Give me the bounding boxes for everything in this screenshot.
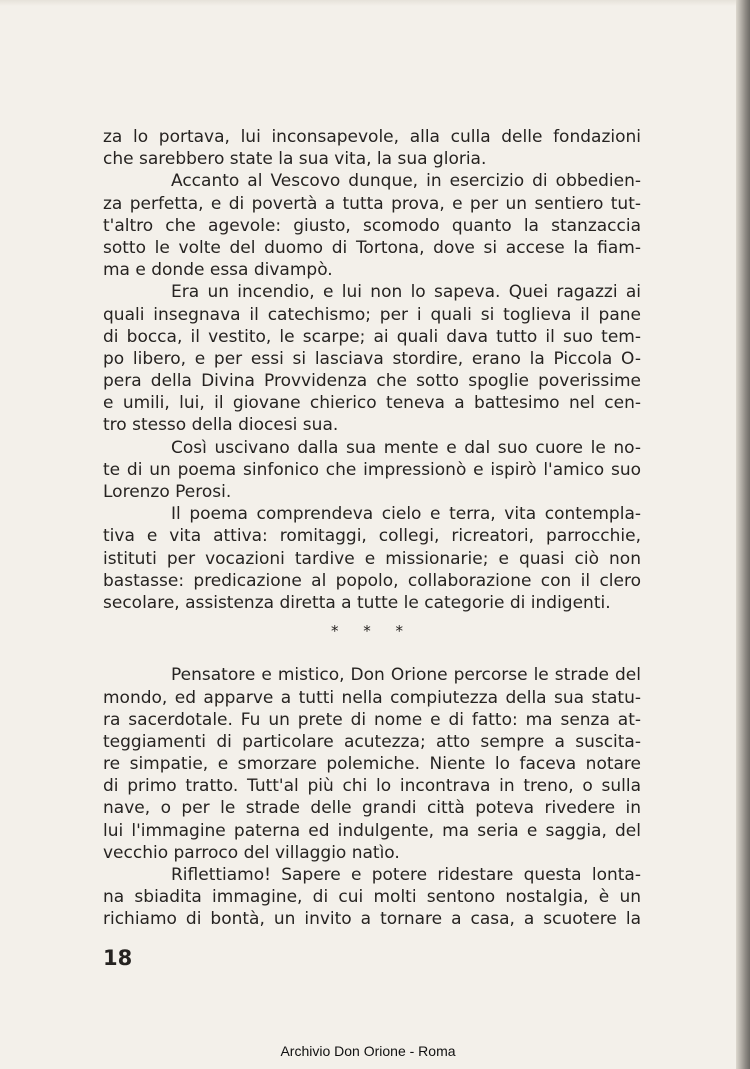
text-line: richiamo di bontà, un invito a tornare a casa, a scuotere la — [103, 909, 641, 930]
text-line: tiva e vita attiva: romitaggi, collegi, ricreatori, parrocchie, — [103, 526, 641, 547]
text-line: di primo tratto. Tutt'al più chi lo incontrava in treno, o sulla — [103, 776, 641, 797]
text-line: Così uscivano dalla sua mente e dal suo cuore le no- — [171, 437, 641, 458]
text-line: istituti per vocazioni tardive e missionarie; e quasi ciò non — [103, 548, 641, 569]
text-line: bastasse: predicazione al popolo, collaborazione con il clero — [103, 570, 641, 591]
text-line: secolare, assistenza diretta a tutte le categorie di indigenti. — [103, 592, 611, 613]
page-right-edge — [736, 0, 750, 1069]
section-separator: * * * — [330, 622, 414, 641]
text-line: vecchio parroco del villaggio natìo. — [103, 842, 400, 863]
text-line: za perfetta, e di povertà a tutta prova, e per un sentiero tut- — [103, 193, 641, 214]
text-line: t'altro che agevole: giusto, scomodo quanto la stanzaccia — [103, 215, 641, 236]
text-line: ra sacerdotale. Fu un prete di nome e di fatto: ma senza at- — [103, 709, 641, 730]
text-line: re simpatie, e smorzare polemiche. Niente lo faceva notare — [103, 754, 641, 775]
text-line: nave, o per le strade delle grandi città poteva rivedere in — [103, 798, 641, 819]
text-line: pera della Divina Provvidenza che sotto spoglie poverissime — [103, 371, 641, 392]
text-line: che sarebbero state la sua vita, la sua gloria. — [103, 149, 487, 170]
text-line: za lo portava, lui inconsapevole, alla culla delle fondazioni — [103, 127, 641, 147]
archive-footer: Archivio Don Orione - Roma — [280, 1043, 456, 1059]
text-line: di bocca, il vestito, le scarpe; ai quali dava tutto il suo tem- — [103, 326, 641, 347]
text-line: Lorenzo Perosi. — [103, 482, 232, 502]
text-line: lui l'immagine paterna ed indulgente, ma seria e saggia, del — [103, 820, 641, 841]
text-line: po libero, e per essi si lasciava stordire, erano la Piccola O- — [103, 348, 641, 369]
text-line: mondo, ed apparve a tutti nella compiutezza della sua statu- — [103, 687, 641, 708]
text-line: na sbiadita immagine, di cui molti sentono nostalgia, è un — [103, 887, 641, 908]
page-top-shadow — [0, 0, 750, 6]
text-line: quali insegnava il catechismo; per i quali si toglieva il pane — [103, 304, 641, 325]
page-number: 18 — [103, 946, 133, 970]
text-line: e umili, lui, il giovane chierico teneva a battesimo nel cen- — [103, 393, 641, 414]
text-line: tro stesso della diocesi sua. — [103, 415, 339, 436]
text-line: Accanto al Vescovo dunque, in esercizio di obbedien- — [171, 171, 641, 192]
text-line: ma e donde essa divampò. — [103, 260, 333, 281]
body-text — [103, 126, 641, 931]
text-line: Riflettiamo! Sapere e potere ridestare questa lonta- — [171, 865, 641, 885]
text-line: sotto le volte del duomo di Tortona, dove si accese la fiam- — [103, 237, 641, 258]
text-line: Era un incendio, e lui non lo sapeva. Quei ragazzi ai — [171, 282, 641, 303]
text-line: te di un poema sinfonico che impressionò e ispirò l'amico suo — [103, 459, 641, 480]
text-line: Il poema comprendeva cielo e terra, vita contempla- — [171, 504, 641, 525]
text-line: teggiamenti di particolare acutezza; atto sempre a suscita- — [103, 731, 641, 752]
text-line: Pensatore e mistico, Don Orione percorse le strade del — [171, 665, 641, 686]
